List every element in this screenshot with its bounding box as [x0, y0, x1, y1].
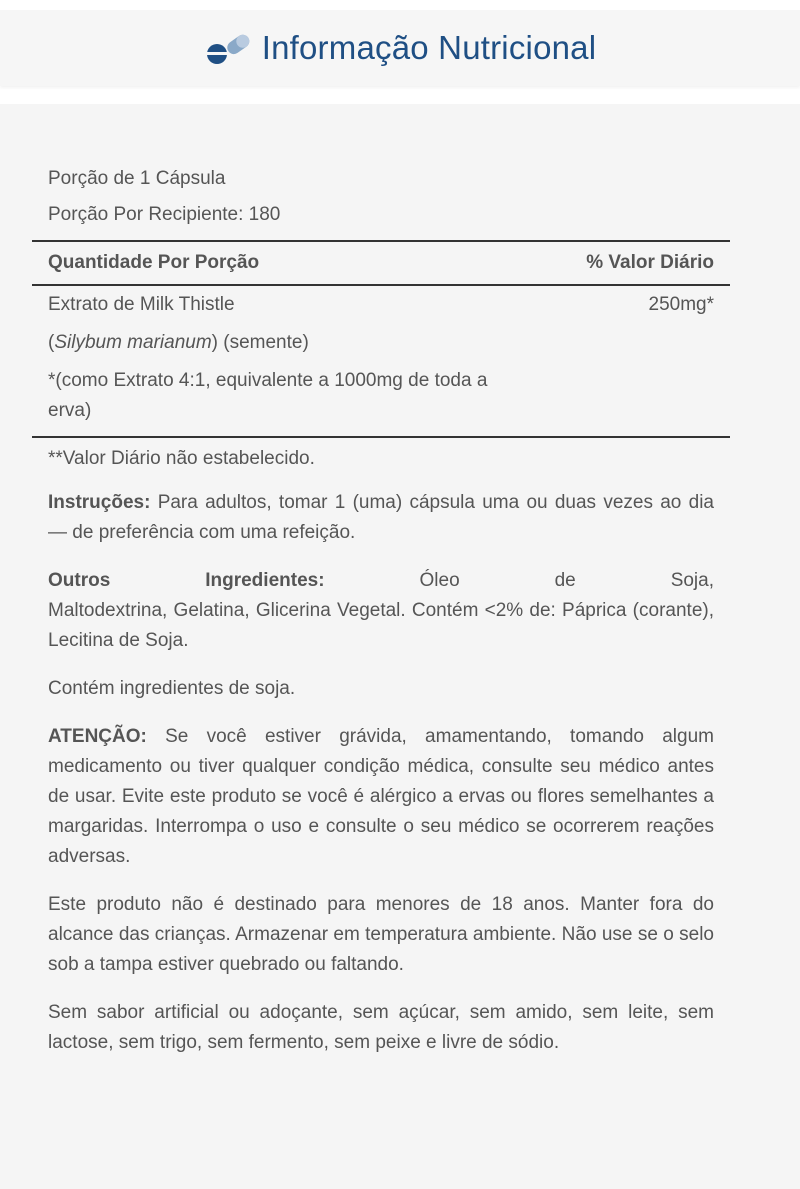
column-daily-value: % Valor Diário	[586, 252, 714, 273]
latin-open: (	[48, 332, 55, 353]
warning-text: Se você estiver grávida, amamentando, tomando algum medicamento ou tiver qualquer condição médica, consulte seu médico antes de usar. Evite este produto se você é alérgico a ervas ou flores semelhantes a margaridas. Interrompa o uso e consulte o seu médico se ocorrerem reações adversas.	[48, 726, 714, 867]
ingredient-note: *(como Extrato 4:1, equivalente a 1000mg de toda a erva)	[48, 370, 488, 421]
instructions-text: Para adultos, tomar 1 (uma) cápsula uma ou duas vezes ao dia — de preferência com uma refeição.	[48, 492, 714, 543]
other-ingredients-word-1: Óleo	[419, 570, 460, 591]
ingredient-name: Extrato de Milk Thistle	[48, 294, 235, 315]
other-ingredients-word-3: Soja,	[670, 570, 714, 591]
page-title: Informação Nutricional	[261, 29, 597, 66]
latin-species: Silybum marianum	[54, 332, 212, 353]
instructions	[48, 488, 714, 548]
header-bar	[0, 10, 800, 86]
divider-header	[32, 284, 730, 286]
allergen-statement: Contém ingredientes de soja.	[48, 678, 296, 699]
header-inner	[204, 29, 597, 67]
other-ingredients	[48, 566, 714, 656]
warning	[48, 722, 714, 872]
ingredient-latin-name	[48, 328, 714, 358]
table-header	[48, 242, 714, 284]
nutrition-content	[48, 164, 714, 1076]
ingredient-amount: 250mg*	[648, 294, 714, 315]
instructions-label: Instruções:	[48, 492, 151, 513]
other-ingredients-label-2: Ingredientes:	[205, 570, 325, 591]
other-ingredients-word-2: de	[554, 570, 576, 591]
free-from-statement: Sem sabor artificial ou adoçante, sem açúcar, sem amido, sem leite, sem lactose, sem trigo, sem fermento, sem peixe e livre de sódio.	[48, 1002, 714, 1053]
ingredient-row	[48, 286, 714, 320]
other-ingredients-label-1: Outros	[48, 570, 111, 591]
storage-statement: Este produto não é destinado para menores de 18 anos. Manter fora do alcance das crianças. Armazenar em temperatura ambiente. Não use se o selo sob a tampa estiver quebrado ou faltando.	[48, 894, 714, 975]
divider-bottom	[32, 436, 730, 438]
column-amount-per-serving: Quantidade Por Porção	[48, 252, 260, 273]
divider-top	[32, 240, 730, 242]
servings-per-container: Porção Por Recipiente: 180	[48, 204, 281, 225]
nutrition-panel	[0, 104, 800, 1189]
pill-capsule-icon	[204, 30, 252, 66]
serving-size: Porção de 1 Cápsula	[48, 168, 226, 189]
latin-part: ) (semente)	[211, 332, 309, 353]
daily-value-note: **Valor Diário não estabelecido.	[48, 448, 315, 469]
other-ingredients-first-line	[48, 566, 714, 596]
other-ingredients-text: Maltodextrina, Gelatina, Glicerina Vegetal. Contém <2% de: Páprica (corante), Lecitina de Soja.	[48, 600, 714, 651]
warning-label: ATENÇÃO:	[48, 726, 147, 747]
